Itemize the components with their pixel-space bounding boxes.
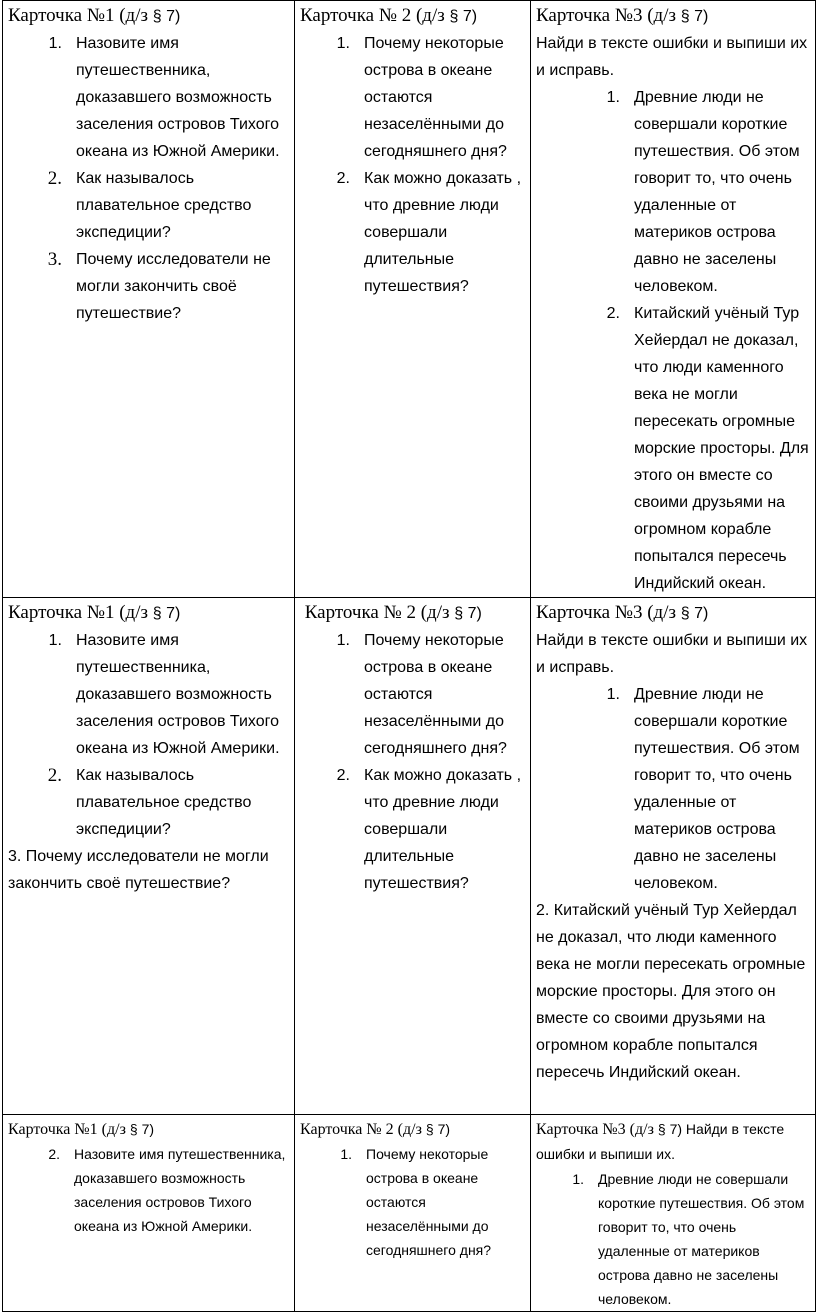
- card-title: Карточка № 2 (д/з § 7): [300, 1121, 451, 1138]
- cards-table: [2, 0, 816, 1312]
- card-title: Карточка №1 (д/з § 7): [8, 602, 181, 623]
- card-3-cell: [531, 598, 816, 1115]
- card-2-cell: [295, 598, 531, 1115]
- question-item: 3. Почему исследователи не могли закончить своё путешествие?: [47, 249, 271, 322]
- card-title: Карточка №3 (д/з § 7) Найди в тексте ошибки и выпиши их.: [536, 1121, 785, 1162]
- question-item: 2. Как можно доказать , что древние люди совершали длительные путешествия?: [336, 767, 522, 892]
- question-item: 2. Как можно доказать , что древние люди совершали длительные путешествия?: [336, 170, 522, 295]
- cards-row-1: [3, 1, 816, 598]
- card-2-cell: [295, 1115, 531, 1312]
- card-1-cell: [3, 598, 295, 1115]
- cards-row-3: [3, 1115, 816, 1312]
- card-1-cell: [3, 1, 295, 598]
- statement-item: 1. Древние люди не совершали короткие путешествия. Об этом говорит то, что очень удаленные от материков острова давно не заселены человеком.: [572, 1171, 805, 1307]
- card-title: Карточка №1 (д/з § 7): [8, 5, 181, 26]
- card-title: Карточка № 2 (д/з § 7): [300, 602, 482, 623]
- card-1-cell: [3, 1115, 295, 1312]
- question-item: 3. Почему исследователи не могли закончить своё путешествие?: [8, 848, 269, 892]
- statement-item: 2. Китайский учёный Тур Хейердал не доказал, что люди каменного века не могли пересекать огромные морские просторы. Для этого он вместе со своими друзьями на огромном корабле попытался пересечь Индийский океан.: [536, 902, 806, 1081]
- card-title: Карточка №3 (д/з § 7): [536, 602, 709, 623]
- question-item: 1. Почему некоторые острова в океане остаются незаселёнными до сегодняшнего дня?: [336, 632, 507, 757]
- statement-item: 1. Древние люди не совершали короткие путешествия. Об этом говорит то, что очень удаленные от материков острова давно не заселены человеком.: [606, 89, 800, 295]
- card-instruction: Найди в тексте ошибки и выпиши их и исправь.: [536, 632, 808, 676]
- question-item: 1. Назовите имя путешественника, доказавшего возможность заселения островов Тихого океана из Южной Америки.: [48, 35, 280, 160]
- card-3-cell: [531, 1, 816, 598]
- question-item: 1. Почему некоторые острова в океане остаются незаселёнными до сегодняшнего дня?: [336, 35, 507, 160]
- question-item: 1. Назовите имя путешественника, доказавшего возможность заселения островов Тихого океана из Южной Америки.: [48, 632, 280, 757]
- card-instruction: Найди в тексте ошибки и выпиши их и исправь.: [536, 35, 808, 79]
- statement-item: 2. Китайский учёный Тур Хейердал не доказал, что люди каменного века не могли пересекать огромные морские просторы. Для этого он вместе со своими друзьями на огромном корабле попытался пересечь Индийский океан.: [606, 305, 809, 592]
- card-3-cell: [531, 1115, 816, 1312]
- cards-row-2: [3, 598, 816, 1115]
- question-item: 2. Назовите имя путешественника, доказавшего возможность заселения островов Тихого океана из Южной Америки.: [48, 1146, 286, 1234]
- question-item: 2. Как называлось плавательное средство экспедиции?: [47, 765, 252, 838]
- card-title: Карточка №3 (д/з § 7): [536, 5, 709, 26]
- card-2-cell: [295, 1, 531, 598]
- card-title: Карточка №1 (д/з § 7): [8, 1121, 155, 1138]
- statement-item: 1. Древние люди не совершали короткие путешествия. Об этом говорит то, что очень удаленные от материков острова давно не заселены человеком.: [606, 686, 800, 892]
- question-item: 2. Как называлось плавательное средство экспедиции?: [47, 168, 252, 241]
- card-title: Карточка № 2 (д/з § 7): [300, 5, 478, 26]
- question-item: 1. Почему некоторые острова в океане остаются незаселёнными до сегодняшнего дня?: [340, 1146, 492, 1258]
